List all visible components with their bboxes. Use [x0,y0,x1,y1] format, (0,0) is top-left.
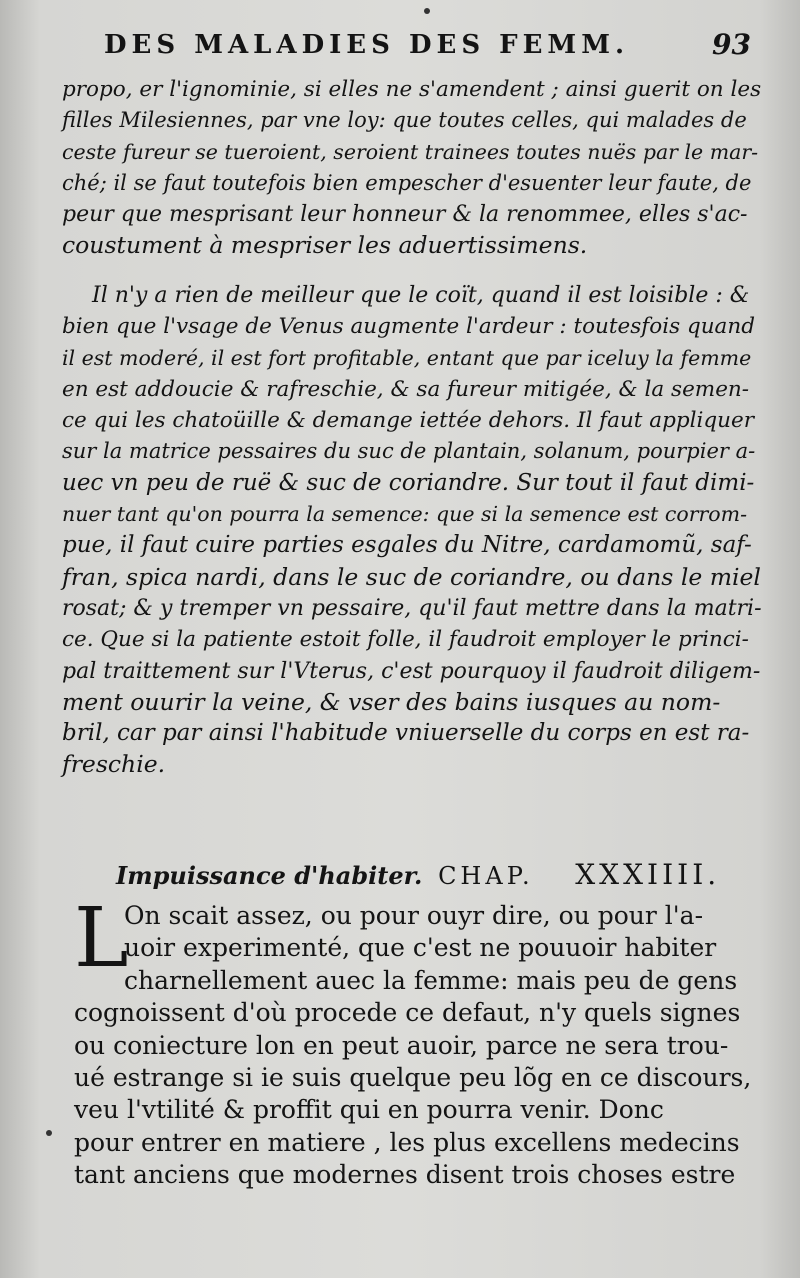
text-line: cognoissent d'où procede ce defaut, n'y quels signes [74,998,741,1028]
text-line: pour entrer en matiere , les plus excellens medecins [74,1127,740,1157]
text-line: ué estrange si ie suis quelque peu lõg en ce discours, [74,1062,752,1092]
text-line: freschie. [62,750,166,779]
text-line: veu l'vtilité & proffit qui en pourra venir. Donc [74,1095,664,1125]
text-line: coustument à mespriser les aduertissimens. [62,231,588,260]
text-line: Il n'y a rien de meilleur que le coït, quand il est loisible : & [92,283,750,308]
ink-speck [46,1130,52,1136]
text-line: charnellement auec la femme: mais peu de gens [124,965,738,995]
chapter-label: CHAP. [438,862,534,890]
paragraph-2 [62,280,762,781]
text-line: On scait assez, ou pour ouyr dire, ou pour l'a- [124,901,704,930]
drop-cap: L [74,891,129,986]
text-line: filles Milesiennes, par vne loy: que toutes celles, qui malades de [62,108,747,133]
text-line: ché; il se faut toutefois bien empescher d'esuenter leur faute, de [62,170,752,195]
text-line: uec vn peu de ruë & suc de coriandre. Sur tout il faut dimi- [62,469,755,496]
text-line: il est moderé, il est fort profitable, entant que par iceluy la femme [62,345,752,370]
text-line: bien que l'vsage de Venus augmente l'ardeur : toutesfois quand [62,314,755,340]
text-line: bril, car par ainsi l'habitude vniuerselle du corps en est ra- [62,720,750,747]
chapter-title: Impuissance d'habiter. [116,861,423,890]
text-line: tant anciens que modernes disent trois choses estre [74,1160,736,1190]
text-line: ou coniecture lon en peut auoir, parce ne sera trou- [74,1030,729,1060]
chapter-body [74,891,764,1192]
text-line: fran, spica nardi, dans le suc de coriandre, ou dans le miel [62,562,761,591]
text-line: rosat; & y tremper vn pessaire, qu'il faut mettre dans la matri- [62,595,762,621]
text-line: propo, er l'ignominie, si elles ne s'amendent ; ainsi guerit on les [62,77,762,102]
text-line: ment ouurir la veine, & vser des bains iusques au nom- [62,687,721,716]
text-line: ceste fureur se tueroient, seroient trainees toutes nuës par le mar- [62,139,759,164]
chapter-number: XXXIIII. [575,858,721,891]
text-line: uoir experimenté, que c'est ne pouuoir habiter [124,933,717,963]
text-line: sur la matrice pessaires du suc de plantain, solanum, pourpier a- [62,439,756,464]
text-line: pal traittement sur l'Vterus, c'est pourquoy il faudroit diligem- [62,658,761,684]
text-line: peur que mesprisant leur honneur & la renommee, elles s'ac- [62,202,748,228]
text-line: en est addoucie & rafreschie, & sa fureur mitigée, & la semen- [62,376,750,402]
ink-speck [424,8,430,14]
text-line: ce qui les chatoüille & demange iettée dehors. Il faut appliquer [62,408,754,434]
chapter-heading [116,858,736,891]
running-header: DES MALADIES DES FEMM. [104,30,630,60]
text-line: nuer tant qu'on pourra la semence: que si la semence est corrom- [62,502,748,527]
text-line: pue, il faut cuire parties esgales du Nitre, cardamomũ, saf- [62,532,752,559]
text-line: ce. Que si la patiente estoit folle, il faudroit employer le princi- [62,627,749,653]
paragraph-1 [62,74,762,262]
page-number: 93 [712,28,751,61]
